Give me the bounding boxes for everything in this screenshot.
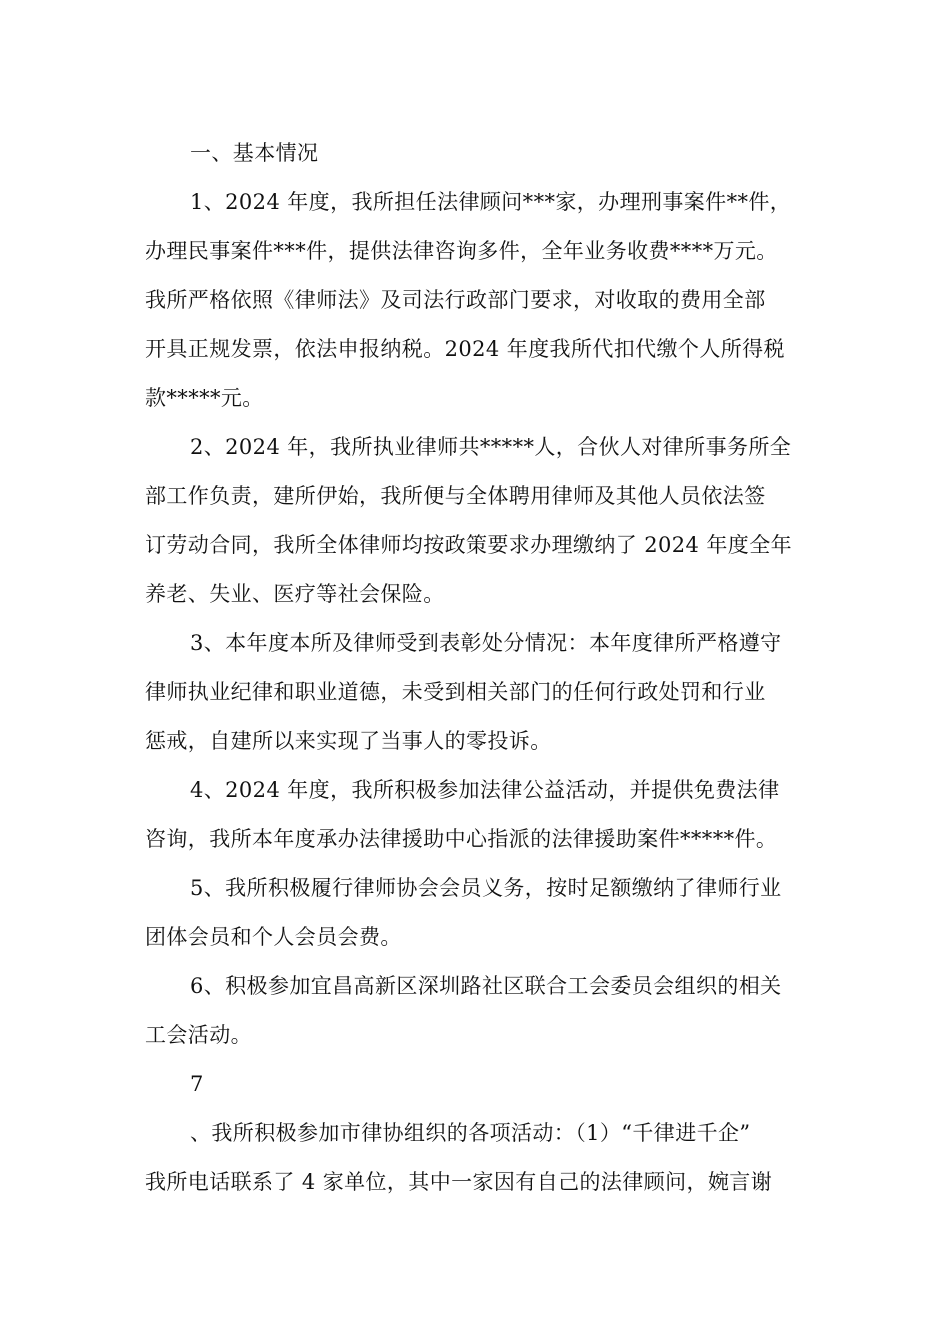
paragraph-line: 办理民事案件***件，提供法律咨询多件，全年业务收费****万元。: [145, 239, 778, 263]
paragraph-line: 我所电话联系了 4 家单位，其中一家因有自己的法律顾问，婉言谢: [145, 1170, 773, 1194]
paragraph-line: 我所严格依照《律师法》及司法行政部门要求，对收取的费用全部: [145, 288, 766, 312]
paragraph-line: 2、2024 年，我所执业律师共*****人，合伙人对律所事务所全: [190, 435, 792, 459]
item-number: 7: [190, 1072, 204, 1096]
paragraph-line: 养老、失业、医疗等社会保险。: [145, 582, 445, 606]
paragraph-line: 3、本年度本所及律师受到表彰处分情况：本年度律所严格遵守: [190, 631, 782, 655]
paragraph-line: 6、积极参加宜昌高新区深圳路社区联合工会委员会组织的相关: [190, 974, 782, 998]
paragraph-line: 律师执业纪律和职业道德，未受到相关部门的任何行政处罚和行业: [145, 680, 766, 704]
section-heading: 一、基本情况: [190, 141, 319, 165]
paragraph-line: 、我所积极参加市律协组织的各项活动：（1）“千律进千企”: [190, 1121, 751, 1145]
paragraph-line: 咨询，我所本年度承办法律援助中心指派的法律援助案件*****件。: [145, 827, 778, 851]
paragraph-line: 部工作负责，建所伊始，我所便与全体聘用律师及其他人员依法签: [145, 484, 766, 508]
paragraph-line: 5、我所积极履行律师协会会员义务，按时足额缴纳了律师行业: [190, 876, 782, 900]
paragraph-line: 惩戒，自建所以来实现了当事人的零投诉。: [145, 729, 552, 753]
paragraph-line: 工会活动。: [145, 1023, 252, 1047]
paragraph-line: 款*****元。: [145, 386, 264, 410]
paragraph-line: 4、2024 年度，我所积极参加法律公益活动，并提供免费法律: [190, 778, 780, 802]
paragraph-line: 订劳动合同，我所全体律师均按政策要求办理缴纳了 2024 年度全年: [145, 533, 792, 557]
paragraph-line: 开具正规发票，依法申报纳税。2024 年度我所代扣代缴个人所得税: [145, 337, 785, 361]
paragraph-line: 1、2024 年度，我所担任法律顾问***家，办理刑事案件**件，: [190, 190, 792, 214]
paragraph-line: 团体会员和个人会员会费。: [145, 925, 402, 949]
